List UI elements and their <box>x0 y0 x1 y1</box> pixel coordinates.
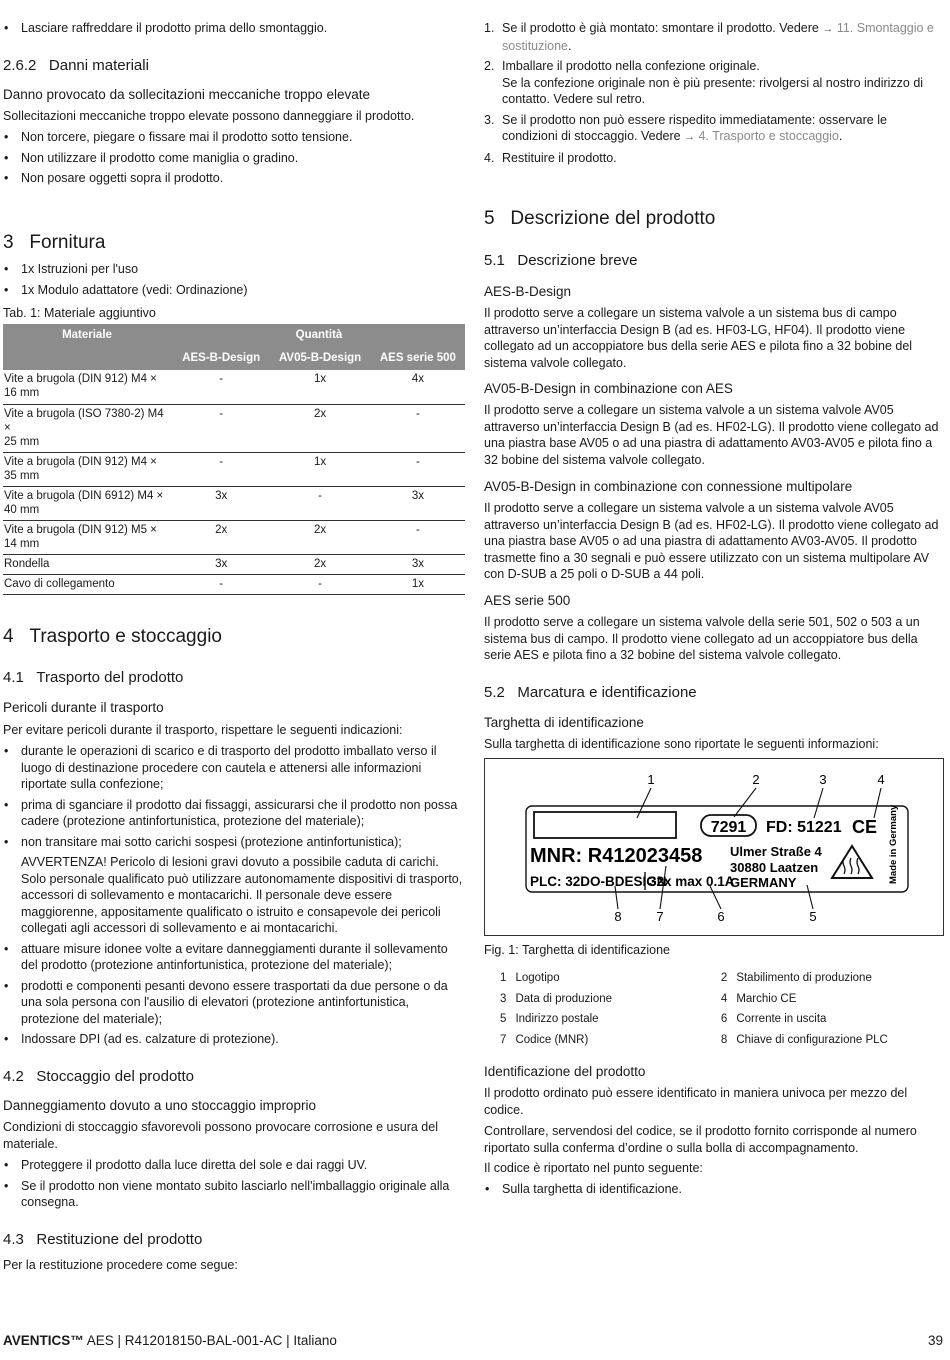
cell-quantity: 2x <box>173 520 269 554</box>
ce-mark-icon: CE <box>852 817 878 837</box>
legend-text: Marchio CE <box>736 992 797 1005</box>
callout-8: 8 <box>614 909 622 924</box>
paragraph: Controllare, servendosi del codice, se il prodotto fornito corrisponde al numero riportato sulla conferma d’ordine o sulla bolla di accompagnamento. <box>484 1124 917 1155</box>
legend-text: Chiave di configurazione PLC <box>736 1033 888 1046</box>
cell-quantity: 2x <box>269 520 370 554</box>
section-4-1-heading <box>3 669 183 687</box>
cell-quantity: - <box>173 370 269 404</box>
paragraph: Per la restituzione procedere come segue: <box>3 1258 238 1272</box>
table-row <box>3 452 465 486</box>
material-table <box>3 324 465 595</box>
section-2-6-2-heading <box>3 57 149 75</box>
legend-text: Data di produzione <box>515 992 613 1005</box>
section-5-heading <box>484 208 715 230</box>
legend-number: 2 <box>720 972 728 984</box>
warning-block <box>21 854 465 937</box>
subheading-improper-storage: Danneggiamento dovuto a uno stoccaggio improprio <box>3 1098 316 1113</box>
heading-title: Trasporto del prodotto <box>36 669 184 686</box>
heading-number: 2.6.2 <box>3 57 37 74</box>
cell-quantity: - <box>173 452 269 486</box>
material-size: 16 mm <box>4 387 40 399</box>
legend-text: Logotipo <box>515 972 560 984</box>
cell-quantity: - <box>173 574 269 594</box>
cell-material <box>3 554 173 574</box>
header-quantity: Quantità <box>173 324 465 347</box>
legend-row <box>500 989 920 1010</box>
step-text: Imballare il prodotto nella confezione originale. <box>502 59 760 73</box>
list-item: • Se il prodotto non viene montato subito lasciarlo nell'imballaggio originale alla consegna. <box>3 1178 465 1211</box>
header-empty <box>3 347 173 370</box>
legend-row <box>500 1009 920 1030</box>
header-col-aes500: AES serie 500 <box>371 347 465 370</box>
bullet-list-delivery <box>3 261 465 298</box>
header-col-av05-b: AV05-B-Design <box>269 347 370 370</box>
warning-label: AVVERTENZA! <box>21 855 107 869</box>
cross-reference-link[interactable]: 4. Trasporto e stoccaggio <box>698 129 839 143</box>
material-size: 25 mm <box>4 435 40 448</box>
page-number: 39 <box>927 1333 943 1348</box>
list-item: • prima di sganciare il prodotto dai fissaggi, assicurarsi che il prodotto non possa cadere (protezione antinfortunistica, protezione del materiale); <box>3 797 465 830</box>
bullet-list-identification <box>484 1181 944 1198</box>
list-item: • prodotti e componenti pesanti devono essere trasportati da due persone o da una sola persona con l'ausilio di elevatori (protezione antinfortunistica, protezione del materiale); <box>3 978 465 1028</box>
subheading-transport-hazards: Pericoli durante il trasporto <box>3 700 164 715</box>
subheading-mechanical-stress: Danno provocato da sollecitazioni meccaniche troppo elevate <box>3 87 370 102</box>
step-text-end: . <box>838 129 843 143</box>
address-line-3: GERMANY <box>730 875 797 890</box>
material-name: Vite a brugola (DIN 6912) M4 × <box>4 489 164 502</box>
legend-number: 3 <box>500 992 507 1005</box>
warning-text: Pericolo di lesioni gravi dovuto a possibile caduta di carichi. Solo personale qualificato può utilizzare autonomamente dispositivi di trasporto, accessori di sollevamento e montacarichi. Il personale deve essere maggiorenne, appositamente qualificato o istruito e consapevole dei pericoli collegati agli accessori di sollevamento e ai montacarichi. <box>21 855 463 935</box>
heading-title: Restituzione del prodotto <box>36 1231 203 1248</box>
subheading-av05-aes: AV05-B-Design in combinazione con AES <box>484 381 733 396</box>
step-text: Se la confezione originale non è più presente: rivolgersi al nostro indirizzo di contatto. Vedere sul retro. <box>502 75 924 106</box>
step-number: 4. <box>484 150 495 165</box>
list-item: • Indossare DPI (ad es. calzature di protezione). <box>3 1031 465 1048</box>
subheading-nameplate: Targhetta di identificazione <box>484 715 644 730</box>
heading-title: Descrizione del prodotto <box>510 208 716 229</box>
subheading-aes-b-design: AES-B-Design <box>484 284 572 299</box>
callout-4: 4 <box>877 772 885 787</box>
cell-quantity: - <box>269 486 370 520</box>
cell-quantity: 3x <box>371 554 465 574</box>
plc-text: PLC: 32DO-BDESIGN <box>530 874 667 889</box>
footer-brand: AVENTICS™ <box>3 1333 84 1348</box>
made-in-text: Made in Germany <box>888 804 899 884</box>
callout-3: 3 <box>819 772 827 787</box>
mnr-text: MNR: R412023458 <box>530 845 703 867</box>
top-bullet-list <box>3 20 465 37</box>
plant-text: 7291 <box>710 819 747 836</box>
address-line-2: 30880 Laatzen <box>730 860 819 875</box>
callout-6: 6 <box>717 909 725 924</box>
cell-material <box>3 452 173 486</box>
cell-quantity: - <box>371 520 465 554</box>
paragraph: Il prodotto serve a collegare un sistema valvole della serie 501, 502 o 503 a un sistema bus di campo. Il prodotto viene collegato ad un accoppiatore bus della serie AES e pilota fino a 32 bobine del sistema valvole collegato. <box>484 615 920 662</box>
legend-number: 5 <box>500 1013 507 1025</box>
heading-title: Stoccaggio del prodotto <box>36 1068 194 1085</box>
legend-text: Indirizzo postale <box>515 1013 599 1025</box>
cell-quantity: 4x <box>371 370 465 404</box>
list-item <box>484 58 944 108</box>
heading-title: Fornitura <box>29 232 106 253</box>
step-text: Restituire il prodotto. <box>502 150 617 165</box>
logo-box <box>534 812 676 838</box>
paragraph: Il prodotto serve a collegare un sistema valvole a un sistema valvole AV05 attraverso un’interfaccia Design B (ad es. HF02-LG). Il prodotto viene collegato ad una piastra base AV05 o ad una piastra di adattamento AV03-AV05. Il prodotto trasmette fino a 30 segnali e può essere utilizzato con un sistema multipolare AV con D-SUB a 25 poli o D-SUB a 44 poli. <box>484 501 939 581</box>
paragraph: Condizioni di stoccaggio sfavorevoli possono provocare corrosione e usura del materiale. <box>3 1120 438 1151</box>
material-name: Vite a brugola (DIN 912) M5 × <box>4 523 157 536</box>
subheading-product-identification: Identificazione del prodotto <box>484 1064 646 1079</box>
header-material: Materiale <box>3 324 173 347</box>
table-body <box>3 370 465 594</box>
cell-quantity: 1x <box>371 574 465 594</box>
cell-quantity: 3x <box>371 486 465 520</box>
heading-title: Danni materiali <box>48 57 149 74</box>
list-item <box>484 20 944 54</box>
material-name: Cavo di collegamento <box>4 577 115 590</box>
cell-material <box>3 370 173 404</box>
list-item: • 1x Istruzioni per l'uso <box>3 261 465 278</box>
material-size: 14 mm <box>4 537 40 550</box>
cell-material <box>3 404 173 452</box>
legend-text: Stabilimento di produzione <box>736 972 872 984</box>
heading-title: Marcatura e identificazione <box>517 684 697 701</box>
list-item: • 1x Modulo adattatore (vedi: Ordinazione) <box>3 282 465 299</box>
legend-number: 1 <box>500 972 507 984</box>
cell-quantity: - <box>269 574 370 594</box>
cross-reference-link[interactable]: 11. Smontaggio e sostituzione <box>502 21 934 53</box>
nameplate-figure <box>484 758 944 936</box>
cell-quantity: 3x <box>173 554 269 574</box>
callout-5: 5 <box>809 909 817 924</box>
material-name: Vite a brugola (DIN 912) M4 × <box>4 373 157 385</box>
cell-quantity: 3x <box>173 486 269 520</box>
section-3-heading <box>3 232 105 254</box>
section-5-2-heading <box>484 684 697 702</box>
paragraph: Il prodotto ordinato può essere identificato in maniera univoca per mezzo del codice. <box>484 1086 908 1117</box>
section-4-2-heading <box>3 1068 194 1086</box>
legend-text: Corrente in uscita <box>736 1013 827 1025</box>
heading-number: 5.2 <box>484 684 505 701</box>
section-4-heading <box>3 626 222 648</box>
cell-material <box>3 486 173 520</box>
heading-number: 4.2 <box>3 1068 24 1085</box>
legend-body <box>500 968 920 1050</box>
heading-number: 4 <box>3 626 14 647</box>
legend-row <box>500 968 920 989</box>
list-item: • Sulla targhetta di identificazione. <box>484 1181 944 1198</box>
step-number: 1. <box>484 21 495 35</box>
legend-number: 8 <box>720 1033 728 1046</box>
list-item <box>3 834 465 937</box>
table-header-row <box>3 324 465 347</box>
legend-text: Codice (MNR) <box>515 1033 589 1046</box>
list-item: • durante le operazioni di scarico e di trasporto del prodotto imballato verso il luogo di destinazione procedere con cautela e attenersi alle informazioni riportate sulla confezione; <box>3 743 465 793</box>
heading-title: Descrizione breve <box>517 252 638 269</box>
step-number: 3. <box>484 112 495 127</box>
callout-7: 7 <box>656 909 664 924</box>
list-item <box>484 112 944 146</box>
arrow-right-icon: → <box>684 131 696 143</box>
paragraph: Sulla targhetta di identificazione sono riportate le seguenti informazioni: <box>484 737 879 751</box>
paragraph: Sollecitazioni meccaniche troppo elevate possono danneggiare il prodotto. <box>3 109 415 123</box>
current-text: 32x max 0.1A <box>649 874 735 889</box>
cell-quantity: 2x <box>269 554 370 574</box>
address-line-1: Ulmer Straße 4 <box>730 844 822 859</box>
page-footer <box>3 1333 947 1350</box>
paragraph: Il prodotto serve a collegare un sistema valvole a un sistema valvole AV05 attraverso un’interfaccia Design B (ad es. HF02-LG). Il prodotto viene collegato ad una piastra base AV05 o ad una piastra di adattamento AV03-AV05 e pilota fino a 32 bobine del sistema valvole collegato. <box>484 403 939 467</box>
heading-number: 5 <box>484 208 495 229</box>
table-caption: Tab. 1: Materiale aggiuntivo <box>3 306 156 320</box>
list-item: • Lasciare raffreddare il prodotto prima dello smontaggio. <box>3 20 465 37</box>
callout-2: 2 <box>752 772 760 787</box>
cell-quantity: 2x <box>269 404 370 452</box>
legend-row <box>500 1030 920 1051</box>
paragraph: Per evitare pericoli durante il trasporto, rispettare le seguenti indicazioni: <box>3 723 403 737</box>
section-5-1-heading <box>484 252 637 270</box>
callout-1: 1 <box>647 772 655 787</box>
bullet-list-transport <box>3 743 465 1048</box>
bullet-list-mechanical <box>3 129 465 187</box>
list-item: • Non torcere, piegare o fissare mai il prodotto sotto tensione. <box>3 129 465 146</box>
figure-caption: Fig. 1: Targhetta di identificazione <box>484 943 670 957</box>
cell-quantity: 1x <box>269 452 370 486</box>
subheading-av05-multipole: AV05-B-Design in combinazione con connessione multipolare <box>484 479 853 494</box>
cell-material <box>3 574 173 594</box>
legend-number: 7 <box>500 1033 507 1046</box>
list-item: • Non posare oggetti sopra il prodotto. <box>3 170 465 187</box>
material-name: Vite a brugola (DIN 912) M4 × <box>4 455 157 468</box>
step-text-end: . <box>568 38 572 53</box>
footer-document-info: AES | R412018150-BAL-001-AC | Italiano <box>83 1333 337 1348</box>
heading-number: 4.1 <box>3 669 24 686</box>
heading-number: 4.3 <box>3 1231 24 1248</box>
cell-quantity: - <box>173 404 269 452</box>
header-col-aes-b: AES-B-Design <box>173 347 269 370</box>
table-row <box>3 370 465 404</box>
heading-number: 3 <box>3 232 14 253</box>
list-item <box>484 150 944 167</box>
cell-quantity: 1x <box>269 370 370 404</box>
material-size: 35 mm <box>4 469 40 482</box>
list-item: • attuare misure idonee volte a evitare danneggiamenti durante il sollevamento del prodotto (protezione antinfortunistica, protezione del materiale); <box>3 941 465 974</box>
legend-number: 6 <box>720 1013 728 1025</box>
list-item: • Proteggere il prodotto dalla luce diretta del sole e dai raggi UV. <box>3 1157 465 1174</box>
subheading-aes-500: AES serie 500 <box>484 593 571 608</box>
table-row <box>3 404 465 452</box>
cell-quantity: - <box>371 404 465 452</box>
return-steps-list <box>484 20 944 170</box>
fd-text: FD: 51221 <box>766 819 842 836</box>
paragraph: Il prodotto serve a collegare un sistema valvole a un sistema bus di campo attraverso un’interfaccia Design B (ad es. HF03-LG, HF04). Il prodotto viene collegato ad un accoppiatore bus della serie AES e pilota fino a 32 bobine del sistema valvole collegato. <box>484 306 913 370</box>
cell-material <box>3 520 173 554</box>
table-row <box>3 554 465 574</box>
legend-number: 4 <box>720 992 728 1005</box>
paragraph: Il codice è riportato nel punto seguente: <box>484 1161 703 1175</box>
material-name: Vite a brugola (ISO 7380-2) M4 × <box>4 407 164 434</box>
table-row <box>3 574 465 594</box>
cell-quantity: - <box>371 452 465 486</box>
table-row <box>3 486 465 520</box>
step-text: Se il prodotto è già montato: smontare il prodotto. Vedere <box>502 21 823 35</box>
table-header-row <box>3 347 465 370</box>
heading-number: 5.1 <box>484 252 505 269</box>
step-text: Se il prodotto non può essere rispedito immediatamente: osservare le condizioni di stoccaggio. Vedere <box>502 112 887 143</box>
heading-title: Trasporto e stoccaggio <box>29 626 222 647</box>
table-row <box>3 520 465 554</box>
section-4-3-heading <box>3 1231 202 1249</box>
material-name: Rondella <box>4 557 50 570</box>
bullet-list-storage <box>3 1157 465 1211</box>
list-item-text: non transitare mai sotto carichi sospesi (protezione antinfortunistica); <box>21 834 402 849</box>
arrow-right-icon: → <box>822 23 834 35</box>
nameplate-legend <box>500 968 920 1050</box>
list-item: • Non utilizzare il prodotto come maniglia o gradino. <box>3 150 465 167</box>
step-number: 2. <box>484 59 495 73</box>
material-size: 40 mm <box>4 503 40 516</box>
